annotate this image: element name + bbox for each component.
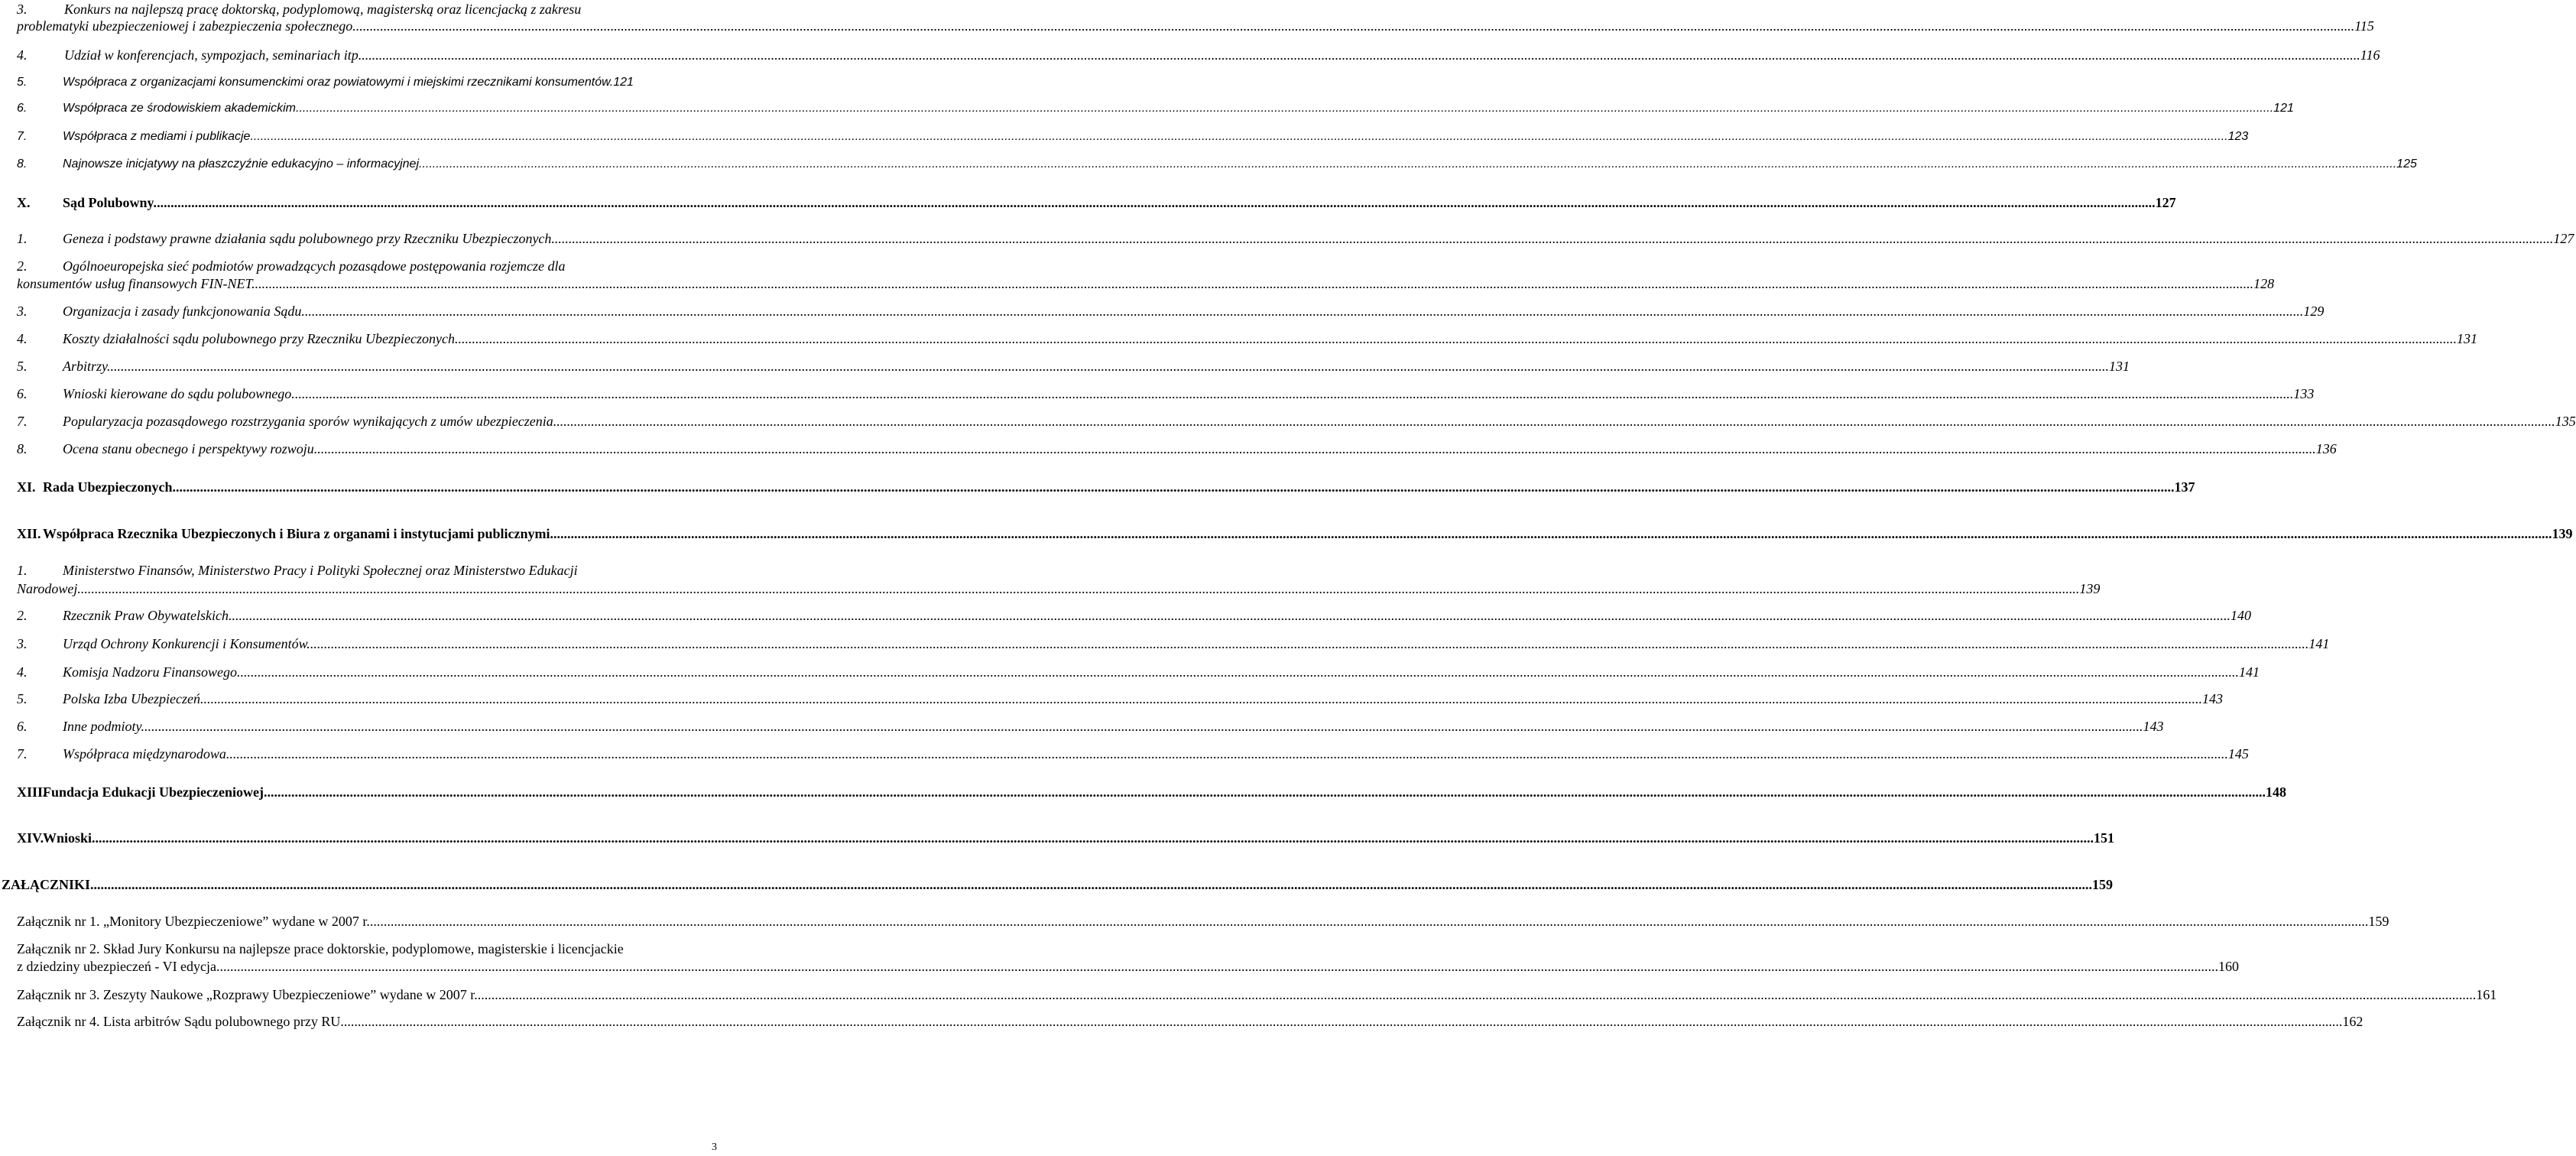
- toc-title: Rzecznik Praw Obywatelskich.: [63, 608, 232, 623]
- toc-entry: [17, 635, 2330, 653]
- toc-page: 123: [2227, 130, 2249, 143]
- toc-title: Komisja Nadzoru Finansowego.: [63, 664, 241, 680]
- toc-number: XIV.: [17, 830, 44, 846]
- toc-number: 3.: [17, 2, 28, 17]
- toc-entry: [17, 663, 2260, 681]
- toc-entry: [17, 302, 2325, 320]
- toc-title: Wnioski kierowane do sądu polubownego.: [63, 386, 295, 401]
- toc-number: 7.: [17, 414, 28, 429]
- toc-number: XI.: [17, 479, 36, 495]
- toc-page: 131: [2109, 359, 2130, 374]
- toc-title: Współpraca ze środowiskiem akademickim.: [63, 102, 300, 115]
- toc-page: 127: [2155, 195, 2176, 210]
- toc-title: Wnioski.: [43, 830, 96, 846]
- toc-page: 127: [2553, 231, 2574, 246]
- toc-title: Fundacja Edukacji Ubezpieczeniowej.: [43, 784, 268, 800]
- toc-number: 4.: [17, 664, 28, 680]
- toc-entry: [17, 783, 2286, 801]
- toc-page: 148: [2265, 784, 2286, 800]
- toc-title: Najnowsze inicjatywy na płaszczyźnie edukacyjno – informacyjnej.: [63, 157, 423, 170]
- toc-entry-continuation: [17, 17, 2374, 35]
- toc-entry-continuation: [17, 580, 2101, 598]
- toc-number: 6.: [17, 102, 28, 115]
- toc-entry-continuation: [17, 274, 2275, 293]
- toc-number: 2.: [17, 258, 28, 274]
- toc-page: 162: [2342, 1014, 2363, 1029]
- toc-title-continuation: konsumentów usług finansowych FIN-NET.: [17, 276, 255, 291]
- toc-title: Współpraca z mediami i publikacje.: [63, 130, 254, 143]
- toc-entry: [17, 986, 2497, 1004]
- toc-number: 6.: [17, 719, 28, 734]
- toc-entry: [17, 478, 2195, 496]
- toc-title: Organizacja i zasady funkcjonowania Sądu.: [63, 304, 305, 319]
- toc-title: Współpraca międzynarodowa.: [63, 746, 230, 761]
- toc-title: Rada Ubezpieczonych.: [43, 479, 176, 495]
- toc-number: 8.: [17, 157, 28, 170]
- toc-page: 116: [2360, 47, 2380, 63]
- toc-entry: [17, 229, 2574, 248]
- toc-entry: [17, 829, 2115, 847]
- toc-entry: [17, 155, 2417, 174]
- toc-entry: [17, 745, 2249, 763]
- toc-entry: [17, 46, 2380, 64]
- toc-page: 160: [2218, 959, 2240, 974]
- toc-page: 136: [2315, 441, 2337, 456]
- toc-page: 161: [2476, 987, 2497, 1002]
- toc-title: Geneza i podstawy prawne działania sądu polubownego przy Rzeczniku Ubezpieczonych.: [63, 231, 555, 246]
- toc-page: 137: [2174, 479, 2195, 495]
- toc-entry: [17, 524, 2573, 543]
- toc-title-continuation: Narodowej.: [17, 581, 81, 596]
- toc-title-continuation: z dziedziny ubezpieczeń - VI edycja.: [17, 959, 220, 974]
- toc-entry: [17, 128, 2249, 146]
- toc-title-continuation: problematyki ubezpieczeniowej i zabezpieczenia społecznego.: [17, 18, 356, 34]
- toc-entry: [17, 940, 727, 958]
- toc-title: Arbitrzy.: [63, 359, 111, 374]
- toc-number: X.: [17, 195, 31, 210]
- toc-page: 159: [2368, 914, 2389, 929]
- toc-title: Inne podmioty.: [63, 719, 144, 734]
- toc-page: 133: [2293, 386, 2315, 401]
- toc-number: 7.: [17, 746, 28, 761]
- toc-page: 131: [2456, 331, 2477, 346]
- toc-title: Konkurs na najlepszą pracę doktorską, podyplomową, magisterską oraz licencjacką z zakresu: [64, 2, 582, 17]
- toc-entry: [2, 875, 2114, 894]
- toc-page: 121: [613, 76, 634, 89]
- toc-number: 5.: [17, 359, 28, 374]
- toc-number: 1.: [17, 563, 28, 578]
- toc-number: 2.: [17, 608, 28, 623]
- page-number: 3: [712, 1141, 717, 1153]
- toc-page: 141: [2308, 636, 2330, 651]
- toc-page: 145: [2227, 746, 2249, 761]
- toc-page: 143: [2143, 719, 2164, 734]
- toc-title: Urząd Ochrony Konkurencji i Konsumentów.: [63, 636, 310, 651]
- toc-title: Załącznik nr 2. Skład Jury Konkursu na najlepsze prace doktorskie, podyplomowe, magisterskie i licencjackie: [17, 941, 624, 956]
- toc-title: Sąd Polubowny.: [63, 195, 157, 210]
- toc-entry: [17, 385, 2315, 403]
- toc-number: 3.: [17, 304, 28, 319]
- toc-entry: [17, 330, 2477, 348]
- toc-title: Popularyzacja pozasądowego rozstrzygania sporów wynikających z umów ubezpieczenia.: [63, 414, 557, 429]
- toc-entry: [17, 0, 727, 18]
- toc-entry: [17, 1012, 2363, 1031]
- toc-title: Załącznik nr 3. Zeszyty Naukowe „Rozprawy Ubezpieczeniowe” wydane w 2007 r.: [17, 987, 478, 1002]
- toc-number: 7.: [17, 130, 28, 143]
- toc-number: 5.: [17, 76, 28, 89]
- toc-entry: [17, 99, 2294, 118]
- toc-page: 139: [2552, 526, 2573, 541]
- toc-page: 143: [2201, 691, 2223, 706]
- toc-title: Współpraca z organizacjami konsumenckimi oraz powiatowymi i miejskimi rzecznikami konsumentów.: [63, 76, 614, 89]
- toc-number: 6.: [17, 386, 28, 401]
- toc-number: XII.: [17, 526, 41, 541]
- toc-title: Ocena stanu obecnego i perspektywy rozwoju.: [63, 441, 318, 456]
- toc-entry: [17, 440, 2337, 458]
- toc-entry: [17, 73, 727, 92]
- toc-title: Udział w konferencjach, sympozjach, seminariach itp.: [64, 47, 362, 63]
- toc-number: 1.: [17, 231, 28, 246]
- toc-entry: [17, 717, 2164, 735]
- toc-title: Załącznik nr 1. „Monitory Ubezpieczeniowe” wydane w 2007 r.: [17, 914, 370, 929]
- toc-title: Współpraca Rzecznika Ubezpieczonych i Biura z organami i instytucjami publicznymi.: [43, 526, 553, 541]
- toc-page: 115: [2354, 18, 2374, 34]
- toc-title: Polska Izba Ubezpieczeń.: [63, 691, 204, 706]
- toc-entry: [17, 561, 727, 580]
- toc-entry: [17, 257, 727, 275]
- toc-page: 121: [2273, 102, 2294, 115]
- toc-page: 139: [2079, 581, 2101, 596]
- toc-title: Załącznik nr 4. Lista arbitrów Sądu polubownego przy RU.: [17, 1014, 344, 1029]
- toc-title: Ministerstwo Finansów, Ministerstwo Pracy i Polityki Społecznej oraz Ministerstwo Edukacji: [63, 563, 578, 578]
- toc-page: 141: [2239, 664, 2260, 680]
- toc-title: Ogólnoeuropejska sieć podmiotów prowadzących pozasądowe postępowania rozjemcze dla: [63, 258, 566, 274]
- toc-number: 3.: [17, 636, 28, 651]
- toc-page: 129: [2303, 304, 2325, 319]
- toc-number: XIII.: [17, 784, 47, 800]
- toc-entry: [17, 357, 2130, 375]
- toc-entry-continuation: [17, 957, 2240, 976]
- toc-entry: [17, 912, 2389, 930]
- toc-number: 4.: [17, 47, 28, 63]
- toc-page: 135: [2555, 414, 2576, 429]
- toc-number: 8.: [17, 441, 28, 456]
- toc-number: 4.: [17, 331, 28, 346]
- toc-page: 151: [2094, 830, 2115, 846]
- toc-page: 159: [2092, 877, 2114, 892]
- toc-number: 5.: [17, 691, 28, 706]
- toc-page: 125: [2396, 157, 2417, 170]
- toc-entry: [17, 606, 2251, 625]
- toc-title: Koszty działalności sądu polubownego przy Rzeczniku Ubezpieczonych.: [63, 331, 459, 346]
- toc-page: 128: [2253, 276, 2275, 291]
- toc-entry: [17, 412, 2576, 430]
- toc-page: 140: [2230, 608, 2251, 623]
- toc-entry: [17, 193, 2176, 212]
- toc-entry: [17, 690, 2223, 708]
- toc-title: ZAŁĄCZNIKI.: [2, 877, 94, 892]
